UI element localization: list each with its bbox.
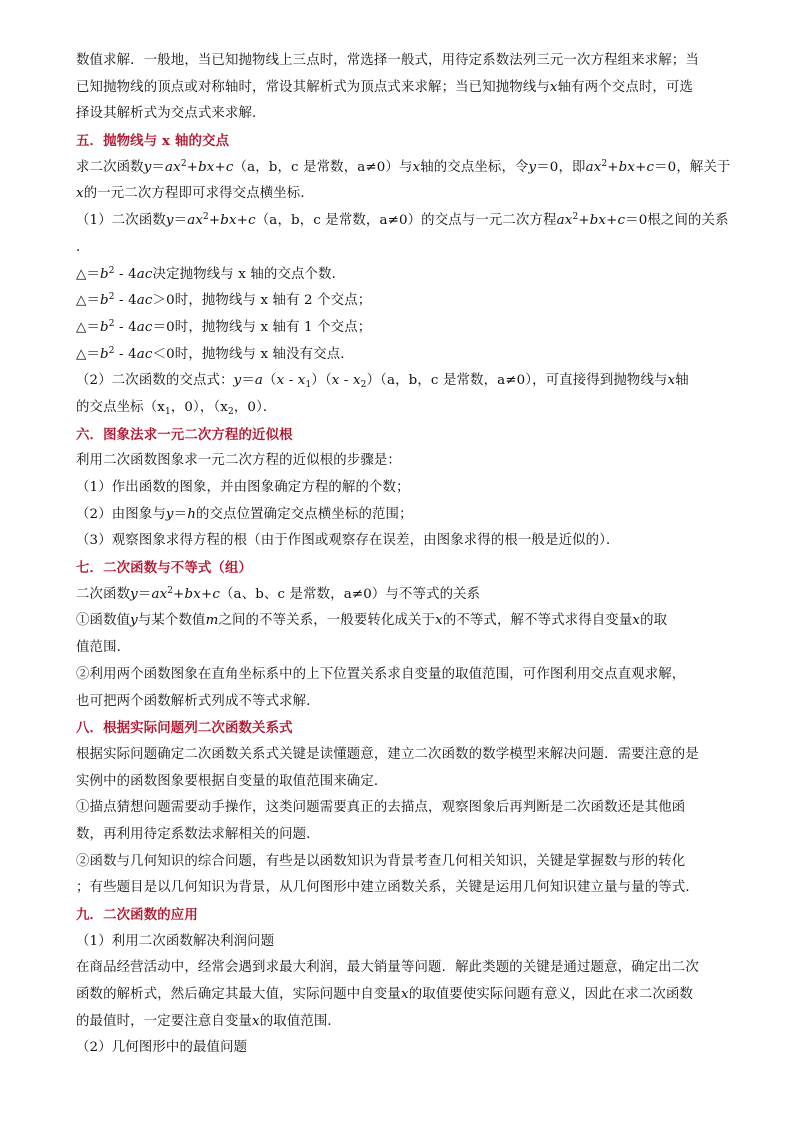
- text-line: （2）由图象与y＝h的交点位置确定交点横坐标的范围；: [76, 506, 413, 522]
- text-line: 数值求解．一般地，当已知抛物线上三点时，常选择一般式，用待定系数法列三元一次方程组来求解；当: [76, 53, 699, 68]
- text-line: 的交点坐标（$x_1$，0），（$x_2$，0）．: [76, 399, 277, 417]
- text-line: $\triangle=b^2 - 4ac>0$时，抛物线与 x 轴有 2 个交点；: [76, 292, 372, 309]
- text-line: 函数的解析式，然后确定其最大值，实际问题中自变量x的取值要使实际问题有意义，因此在求二次函数: [76, 987, 694, 1003]
- text-line: （2）二次函数的交点式：$y=a(x - x_1)(x - x_2)(a$，b，c 是常数，a≠0），可直接得到抛物线与x轴: [76, 373, 689, 391]
- text-line: ②利用两个函数图象在直角坐标系中的上下位置关系求自变量的取值范围，可作图利用交点直观求解，: [76, 666, 686, 682]
- text-line: 的最值时，一定要注意自变量x的取值范围．: [76, 1013, 341, 1029]
- text-line: （2）几何图形中的最值问题: [76, 1040, 248, 1056]
- text-line: 二次函数$y=ax^2+bx+c(a$、b、c 是常数，a≠0）与不等式的关系: [76, 585, 481, 602]
- text-line: （1）二次函数$y=ax^2+bx+c(a$，b，c 是常数，a≠0）的交点与一元二次方程$ax^2+bx+c=0$根之间的关系: [76, 212, 729, 229]
- text-line: 值范围．: [76, 640, 131, 656]
- section-heading-7: 七．二次函数与不等式（组）: [76, 560, 253, 577]
- text-line: ．: [76, 239, 90, 255]
- text-line: （1）作出函数的图象，并由图象确定方程的解的个数；: [76, 480, 410, 495]
- text-line: 也可把两个函数解析式列成不等式求解．: [76, 693, 320, 709]
- text-line: 求二次函数$y=ax^2+bx+c(a$，b，c 是常数，a≠0）与x轴的交点坐标，令y＝0，即$ax^2+bx+c=0$，解关于: [76, 158, 731, 175]
- document-page: [76, 48, 731, 1062]
- section-heading-8: 八．根据实际问题列二次函数关系式: [76, 720, 293, 737]
- text-line: 根据实际问题确定二次函数关系式关键是读懂题意，建立二次函数的数学模型来解决问题．需要注意的是: [76, 746, 699, 762]
- text-line: ①函数值y与某个数值m之间的不等关系，一般要转化成关于x的不等式，解不等式求得自变量x的取: [76, 613, 668, 629]
- text-line: 已知抛物线的顶点或对称轴时，常设其解析式为顶点式来求解；当已知抛物线与x轴有两个交点时，可选: [76, 79, 694, 95]
- text-line: 在商品经营活动中，经常会遇到求最大利润，最大销量等问题．解此类题的关键是通过题意，确定出二次: [76, 960, 699, 976]
- text-line: 择设其解析式为交点式来求解．: [76, 106, 266, 122]
- text-line: 数，再利用待定系数法求解相关的问题．: [76, 826, 320, 842]
- section-heading-5: 五．抛物线与 x 轴的交点: [76, 133, 230, 150]
- text-line: $\triangle=b^2 - 4ac<0$时，抛物线与 x 轴没有交点．: [76, 345, 354, 362]
- text-line: 实例中的函数图象要根据自变量的取值范围来确定．: [76, 773, 388, 789]
- text-line: （3）观察图象求得方程的根（由于作图或观察存在误差，由图象求得的根一般是近似的）．: [76, 533, 620, 549]
- text-line: $\triangle=b^2 - 4ac=0$时，抛物线与 x 轴有 1 个交点；: [76, 318, 372, 335]
- text-line: ；有些题目是以几何知识为背景，从几何图形中建立函数关系，关键是运用几何知识建立量与量的等式．: [76, 880, 699, 896]
- text-line: x的一元二次方程即可求得交点横坐标．: [76, 186, 314, 202]
- section-heading-9: 九．二次函数的应用: [76, 907, 198, 923]
- text-line: $\triangle=b^2 - 4ac$决定抛物线与 x 轴的交点个数．: [76, 265, 346, 282]
- text-line: （1）利用二次函数解决利润问题: [76, 933, 275, 949]
- text-line: 利用二次函数图象求一元二次方程的近似根的步骤是：: [76, 453, 401, 469]
- text-line: ①描点猜想问题需要动手操作，这类问题需要真正的去描点，观察图象后再判断是二次函数还是其他函: [76, 800, 686, 816]
- text-line: ②函数与几何知识的综合问题，有些是以函数知识为背景考查几何相关知识，关键是掌握数与形的转化: [76, 853, 686, 869]
- section-heading-6: 六．图象法求一元二次方程的近似根: [76, 426, 293, 443]
